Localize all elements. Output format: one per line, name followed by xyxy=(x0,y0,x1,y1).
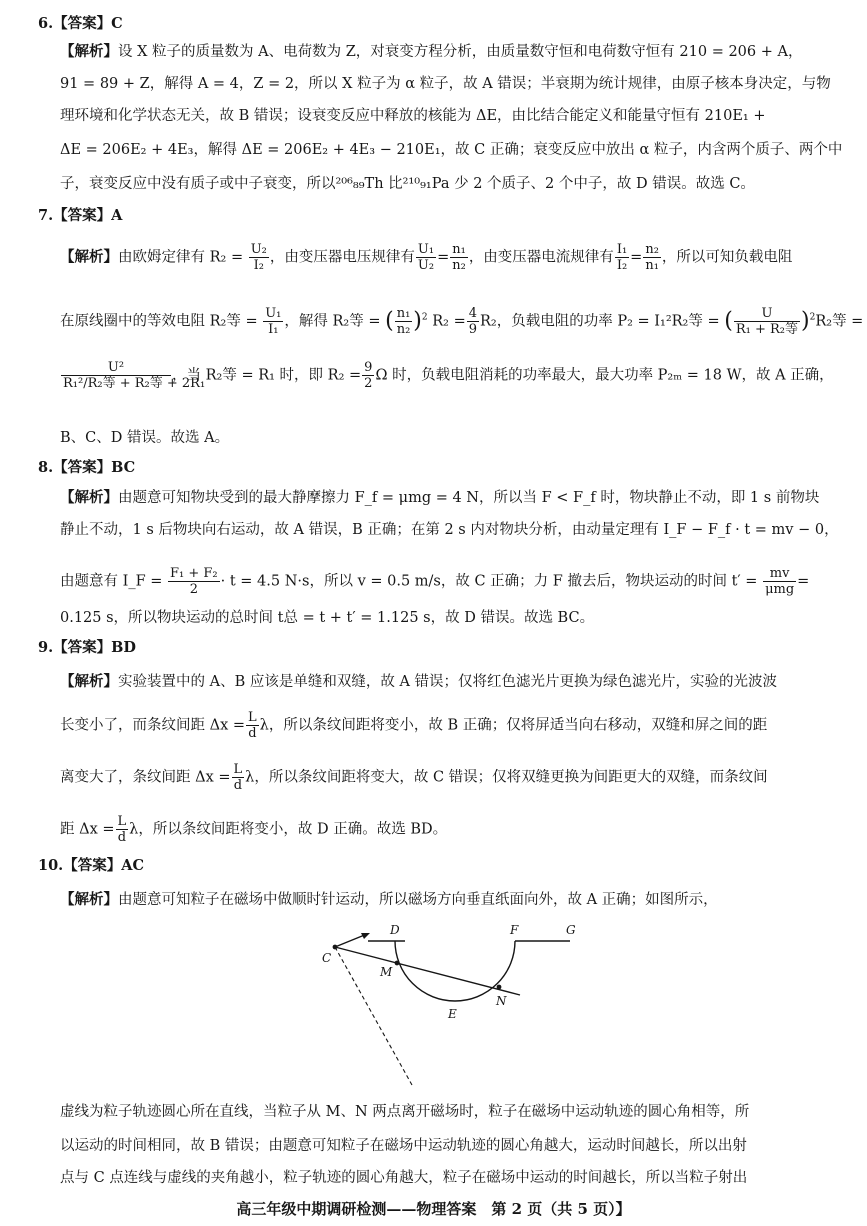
q7-text-1d: ，由变压器电流规律有 xyxy=(468,249,614,266)
frac-num: L xyxy=(233,762,243,777)
fraction-power xyxy=(61,360,206,391)
label-g: G xyxy=(566,923,576,937)
frac-num: U² xyxy=(61,360,171,376)
q8-answer-heading: 8.【答案】BC xyxy=(38,459,136,476)
q9-text-2a: 长变小了，而条纹间距 Δx = xyxy=(60,717,246,734)
q6-line-1 xyxy=(60,42,802,62)
q6-answer-heading: 6.【答案】C xyxy=(38,15,123,32)
paren-open: ( xyxy=(724,308,733,334)
frac-den: 2 xyxy=(364,376,373,391)
frac-num: n₁ xyxy=(396,306,411,321)
frac-num: U₂ xyxy=(250,242,267,257)
q9-answer-heading: 9.【答案】BD xyxy=(38,639,136,656)
chord-line-cmn xyxy=(335,947,520,995)
q7-text-3a: ，当 R₂等 = R₁ 时，即 R₂ = xyxy=(172,367,362,384)
frac-den: I₁ xyxy=(268,322,279,337)
frac-den: I₂ xyxy=(253,258,264,273)
frac-den: n₂ xyxy=(396,322,411,337)
q9-text-3a: 离变大了，条纹间距 Δx = xyxy=(60,769,231,786)
q9-line-4 xyxy=(60,814,447,845)
q7-eq: = xyxy=(630,249,643,266)
q7-line-1 xyxy=(60,242,792,273)
frac-num: U₁ xyxy=(417,242,435,257)
frac-den: d xyxy=(233,778,243,793)
q10-line-3: 以运动的时间相同，故 B 错误；由题意可知粒子在磁场中运动轨迹的圆心角越大，运动时间越长，所以出射 xyxy=(60,1138,747,1154)
q7-line-2 xyxy=(60,306,863,337)
frac-num: I₁ xyxy=(616,242,628,257)
frac-den: n₂ xyxy=(452,258,466,273)
paren-close: ) xyxy=(801,308,810,334)
fraction-u1-u2 xyxy=(416,242,436,273)
fraction-u1-i1 xyxy=(263,306,283,337)
q7-text-1f: ，所以可知负载电阻 xyxy=(661,249,793,266)
q7-answer-heading: 7.【答案】A xyxy=(38,207,123,224)
q6-line-5: 子，衰变反应中没有质子或中子衰变，所以²⁰⁶₈₉Th 比²¹⁰₉₁Pa 少 2 个质子、2 个中子，故 D 错误。故选 C。 xyxy=(60,176,755,192)
q6-line-4: ΔE = 206E₂ + 4E₃，解得 ΔE = 206E₂ + 4E₃ − 210E₁，故 C 正确；衰变反应中放出 α 粒子，内含两个质子、两个中 xyxy=(60,142,843,158)
frac-num: 4 xyxy=(468,306,478,321)
q8-text-3b: · t = 4.5 N·s，所以 v = 0.5 m/s，故 C 正确；力 F 撤去后，物块运动的时间 t′ = xyxy=(220,573,758,590)
q8-tag: 【解析】 xyxy=(60,489,118,506)
fraction-l-d xyxy=(246,710,259,741)
point-n xyxy=(497,985,502,990)
q8-line-2: 静止不动，1 s 后物块向右运动，故 A 错误，B 正确；在第 2 s 内对物块分析，由动量定理有 I_F − F_f · t = mv − 0， xyxy=(60,522,839,538)
fraction-n2-n1 xyxy=(643,242,661,273)
exponent: 2 xyxy=(421,312,428,323)
q8-line-3 xyxy=(60,566,809,597)
q10-text-1: 由题意可知粒子在磁场中做顺时针运动，所以磁场方向垂直纸面向外，故 A 正确；如图所示， xyxy=(118,892,718,908)
label-f: F xyxy=(510,923,519,937)
q9-tag: 【解析】 xyxy=(60,673,118,690)
label-n: N xyxy=(496,994,507,1008)
q7-eq: = xyxy=(437,249,450,266)
fraction-9-2 xyxy=(362,360,374,391)
frac-num: L xyxy=(248,710,257,725)
q9-text-4b: λ，所以条纹间距将变小，故 D 正确。故选 BD。 xyxy=(129,821,448,838)
q9-line-3 xyxy=(60,762,768,793)
q7-text-1a: 由欧姆定律有 R₂ = xyxy=(118,249,244,266)
q10-line-4: 点与 C 点连线与虚线的夹角越小，粒子轨迹的圆心角越大，粒子在磁场中运动的时间越长，所以当粒子射出 xyxy=(60,1170,748,1186)
frac-num: U xyxy=(734,306,800,322)
q7-tag: 【解析】 xyxy=(60,248,118,266)
q6-line-3: 理环境和化学状态无关，故 B 错误；设衰变反应中释放的核能为 ΔE，由比结合能定义和能量守恒有 210E₁ + xyxy=(60,108,766,124)
q7-text-2d: R₂，负载电阻的功率 P₂ = I₁²R₂等 = xyxy=(480,313,720,330)
frac-den: 2 xyxy=(189,582,198,597)
q6-line-2: 91 = 89 + Z，解得 A = 4，Z = 2，所以 X 粒子为 α 粒子，故 A 错误；半衰期为统计规律，由原子核本身决定，与物 xyxy=(60,76,831,92)
q8-line-1 xyxy=(60,488,819,508)
paren-open: ( xyxy=(385,308,394,334)
q7-text-2e: R₂等 = xyxy=(815,313,864,330)
q9-text-1: 实验装置中的 A、B 应该是单缝和双缝，故 A 错误；仅将红色滤光片更换为绿色滤光片，实验的光波波 xyxy=(118,674,778,690)
label-e: E xyxy=(448,1007,457,1021)
point-m xyxy=(395,961,400,966)
q8-eq: = xyxy=(797,573,810,590)
q8-line-4: 0.125 s，所以物块运动的总时间 t总 = t + t′ = 1.125 s，故 D 错误。故选 BC。 xyxy=(60,610,595,626)
q7-text-3b: Ω 时，负载电阻消耗的功率最大，最大功率 P₂ₘ = 18 W，故 A 正确， xyxy=(375,367,834,384)
frac-num: L xyxy=(117,814,127,829)
q10-line-2: 虚线为粒子轨迹圆心所在直线，当粒子从 M、N 两点离开磁场时，粒子在磁场中运动轨迹的圆心角相等，所 xyxy=(60,1104,750,1120)
magnetic-field-diagram xyxy=(300,920,600,1090)
semicircle-boundary xyxy=(395,941,515,1001)
paren-close: ) xyxy=(413,308,422,334)
frac-den: I₂ xyxy=(616,258,628,273)
frac-num: U₁ xyxy=(265,306,282,321)
frac-den: R₁²/R₂等 + R₂等 + 2R₁ xyxy=(63,376,206,391)
q9-line-2 xyxy=(60,710,767,741)
label-c: C xyxy=(322,951,332,965)
frac-num: F₁ + F₂ xyxy=(170,566,218,581)
label-m: M xyxy=(380,965,393,979)
q7-text-1b: ，由变压器电压规律有 xyxy=(269,249,415,266)
q7-line-3 xyxy=(60,360,834,391)
q7-text-2b: ，解得 R₂等 = xyxy=(284,313,381,330)
q7-text-2a: 在原线圈中的等效电阻 R₂等 = xyxy=(60,313,258,330)
frac-den: n₁ xyxy=(645,258,659,273)
frac-den: U₂ xyxy=(417,258,435,273)
fraction-l-d xyxy=(232,762,245,793)
q9-text-3b: λ，所以条纹间距将变大，故 C 错误；仅将双缝更换为间距更大的双缝，而条纹间 xyxy=(245,769,768,786)
fraction-i1-i2 xyxy=(615,242,629,273)
fraction-n1-n2 xyxy=(395,306,413,337)
q7-text-2c: R₂ = xyxy=(432,313,466,330)
q6-text-1: 设 X 粒子的质量数为 A、电荷数为 Z，对衰变方程分析，由质量数守恒和电荷数守恒有 210 = 206 + A， xyxy=(118,44,803,60)
q8-text-3a: 由题意有 I_F = xyxy=(60,573,163,590)
label-d: D xyxy=(390,923,400,937)
frac-den: d xyxy=(117,830,127,845)
q9-line-1 xyxy=(60,672,777,692)
frac-den: d xyxy=(248,726,257,741)
frac-num: n₂ xyxy=(645,242,659,257)
frac-den: R₁ + R₂等 xyxy=(735,322,799,337)
fraction-4-9 xyxy=(467,306,479,337)
page-footer: 高三年级中期调研检测——物理答案 第 2 页（共 5 页）】 xyxy=(236,1200,631,1218)
q8-text-1: 由题意可知物块受到的最大静摩擦力 F_f = μmg = 4 N，所以当 F < F_f 时，物块静止不动，即 1 s 前物块 xyxy=(118,490,820,506)
q9-text-2b: λ，所以条纹间距将变小，故 B 正确；仅将屏适当向右移动，双缝和屏之间的距 xyxy=(259,717,768,734)
q6-tag: 【解析】 xyxy=(60,43,118,60)
q10-answer-heading: 10.【答案】AC xyxy=(38,857,145,874)
frac-num: 9 xyxy=(364,360,373,375)
exponent: 2 xyxy=(809,312,816,323)
q9-text-4a: 距 Δx = xyxy=(60,821,115,838)
frac-num: n₁ xyxy=(452,242,466,257)
fraction-l-d xyxy=(116,814,129,845)
q7-line-4: B、C、D 错误。故选 A。 xyxy=(60,430,230,446)
q10-tag: 【解析】 xyxy=(60,891,118,908)
frac-den: 9 xyxy=(468,322,478,337)
fraction-u-r1r2 xyxy=(734,306,800,337)
fraction-f1f2-2 xyxy=(168,566,220,597)
frac-num: mv xyxy=(763,566,796,582)
q10-line-1 xyxy=(60,890,718,910)
frac-den: μmg xyxy=(765,582,795,597)
point-c xyxy=(333,945,338,950)
fraction-n1-n2 xyxy=(450,242,468,273)
fraction-mv-umg xyxy=(763,566,796,597)
fraction-u2-i2 xyxy=(249,242,269,273)
velocity-arrow xyxy=(335,934,367,947)
